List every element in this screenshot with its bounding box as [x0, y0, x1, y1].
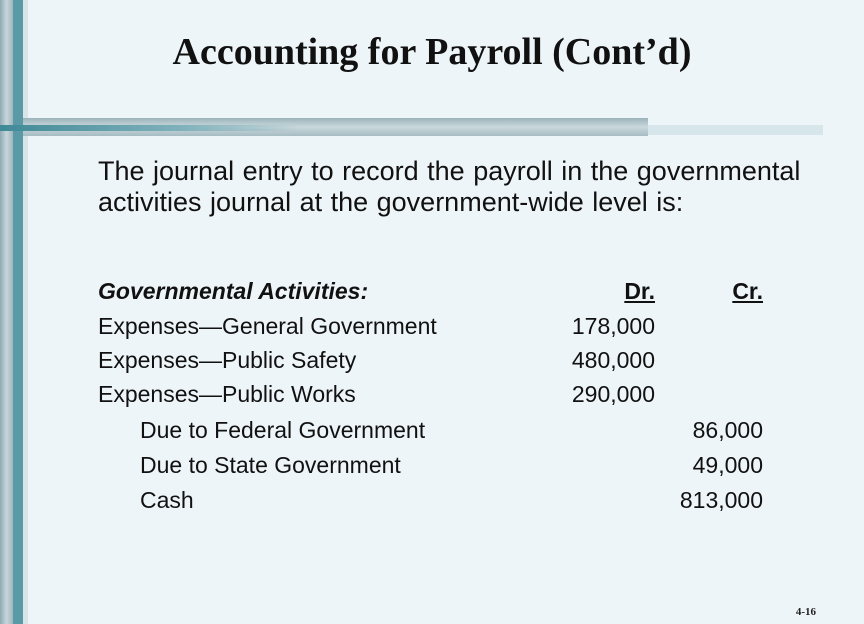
journal-row	[98, 313, 778, 343]
credit-amount: 86,000	[692, 417, 763, 443]
journal-header-label: Governmental Activities:	[98, 278, 369, 304]
account-name: Expenses—General Government	[98, 313, 437, 339]
journal-row	[98, 347, 778, 377]
account-name: Due to State Government	[140, 452, 401, 478]
left-accent-bar	[13, 0, 23, 624]
credit-amount: 49,000	[692, 452, 763, 478]
journal-row	[98, 381, 778, 411]
left-decorative-stripe	[0, 0, 13, 624]
slide-title: Accounting for Payroll (Cont’d)	[172, 31, 692, 73]
title-underline-end	[648, 125, 823, 135]
intro-paragraph: The journal entry to record the payroll in the governmental activities journal at the government-wide level is:	[98, 156, 801, 217]
journal-row	[98, 452, 778, 482]
journal-header-row	[98, 278, 778, 308]
credit-amount: 813,000	[679, 487, 763, 513]
account-name: Due to Federal Government	[140, 417, 426, 443]
left-accent-edge	[23, 0, 28, 624]
title-underline-accent	[0, 125, 300, 131]
journal-row	[98, 487, 778, 517]
debit-amount: 290,000	[571, 381, 655, 407]
slide-number: 4-16	[795, 606, 816, 618]
journal-row	[98, 417, 778, 447]
account-name: Cash	[140, 487, 194, 513]
account-name: Expenses—Public Works	[98, 381, 356, 407]
account-name: Expenses—Public Safety	[98, 347, 357, 373]
credit-column-header: Cr.	[732, 278, 763, 304]
debit-amount: 178,000	[571, 313, 655, 339]
debit-column-header: Dr.	[624, 278, 655, 304]
debit-amount: 480,000	[571, 347, 655, 373]
